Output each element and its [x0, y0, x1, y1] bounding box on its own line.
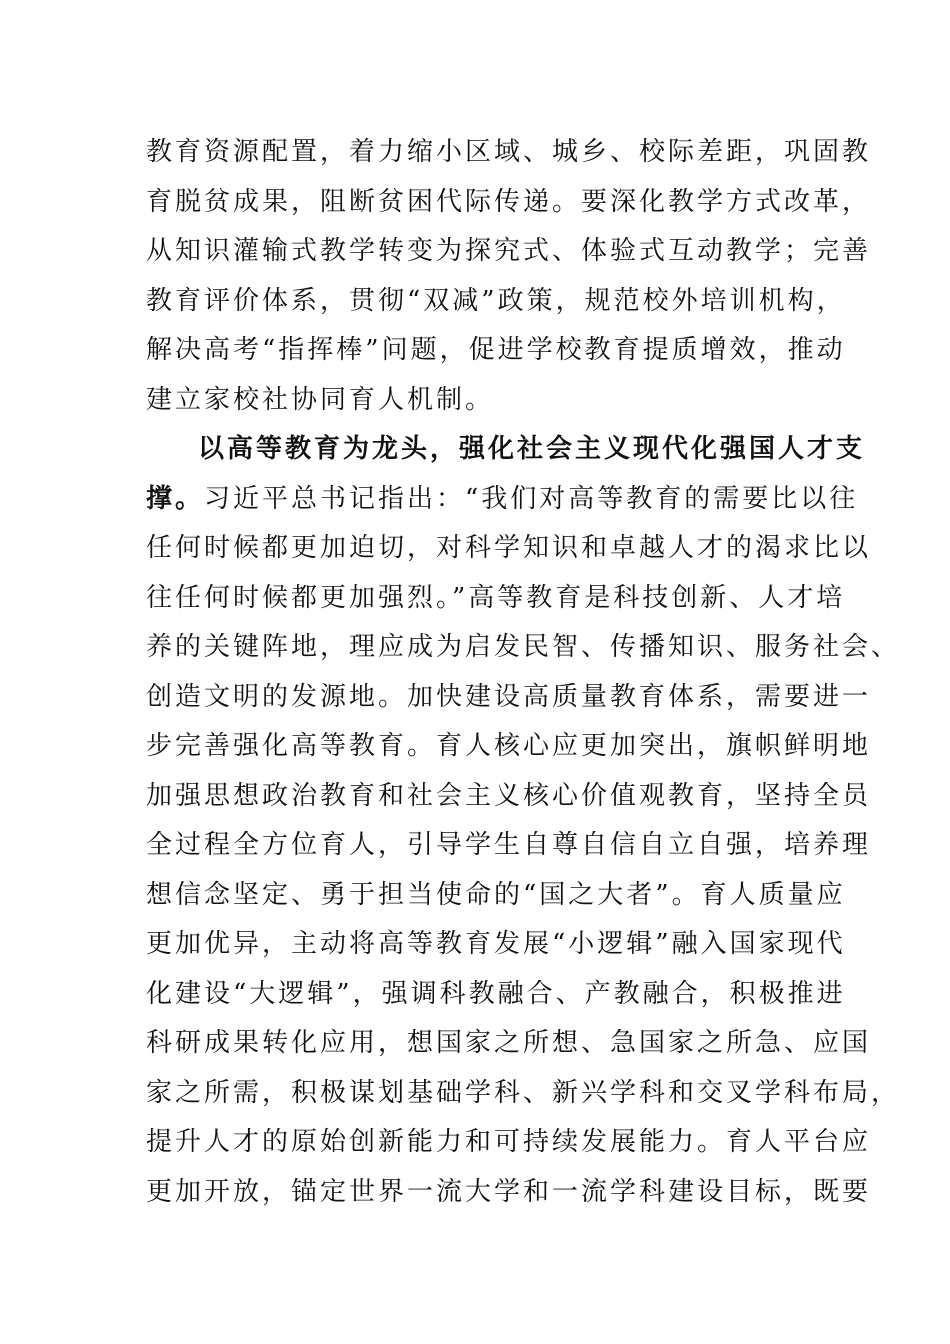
- document-body: [146, 128, 901, 1217]
- paragraph2-line: 更加开放，锚定世界一流大学和一流学科建设目标，既要: [146, 1176, 872, 1207]
- paragraph2-line: 任何时候都更加迫切，对科学知识和卓越人才的渴求比以: [146, 533, 872, 563]
- paragraph2-line: [146, 475, 859, 525]
- paragraph2-line: 全过程全方位育人，引导学生自尊自信自立自强，培养理: [146, 830, 872, 860]
- paragraph2-line: 步完善强化高等教育。育人核心应更加突出，旗帜鲜明地: [146, 731, 872, 761]
- paragraph1-line: 育脱贫成果，阻断贫困代际传递。要深化教学方式改革，: [146, 186, 872, 217]
- paragraph2-line: 加强思想政治教育和社会主义核心价值观教育，坚持全员: [146, 780, 872, 811]
- paragraph1-line: 解决高考“指挥棒”问题，促进学校教育提质增效，推动: [146, 335, 846, 365]
- paragraph2-line: 家之所需，积极谋划基础学科、新兴学科和交叉学科布局，: [146, 1077, 901, 1108]
- paragraph2-line: 提升人才的原始创新能力和可持续发展能力。育人平台应: [146, 1127, 872, 1157]
- paragraph2-line: 创造文明的发源地。加快建设高质量教育体系，需要进一: [146, 681, 872, 712]
- paragraph2-line-rest: 习近平总书记指出：“我们对高等教育的需要比以往: [204, 483, 859, 514]
- paragraph2-line: 养的关键阵地，理应成为启发民智、传播知识、服务社会、: [146, 632, 901, 662]
- paragraph2-heading-end: 撑。: [146, 483, 205, 514]
- paragraph2-line: 想信念坚定、勇于担当使命的“国之大者”。育人质量应: [146, 879, 846, 910]
- paragraph1-line: 教育资源配置，着力缩小区域、城乡、校际差距，巩固教: [146, 137, 872, 167]
- paragraph1-line: 教育评价体系，贯彻“双减”政策，规范校外培训机构，: [146, 285, 846, 316]
- paragraph2-line: 更加优异，主动将高等教育发展“小逻辑”融入国家现代: [146, 929, 846, 959]
- paragraph2-heading: 以高等教育为龙头，强化社会主义现代化强国人才支: [198, 434, 866, 464]
- paragraph1-line: 从知识灌输式教学转变为探究式、体验式互动教学；完善: [146, 236, 872, 266]
- paragraph1-line: 建立家校社协同育人机制。: [146, 384, 495, 415]
- paragraph2-line: 科研成果转化应用，想国家之所想、急国家之所急、应国: [146, 1028, 872, 1058]
- paragraph2-line: 往任何时候都更加强烈。”高等教育是科技创新、人才培: [146, 582, 846, 613]
- paragraph2-line: 化建设“大逻辑”，强调科教融合、产教融合，积极推进: [146, 978, 846, 1009]
